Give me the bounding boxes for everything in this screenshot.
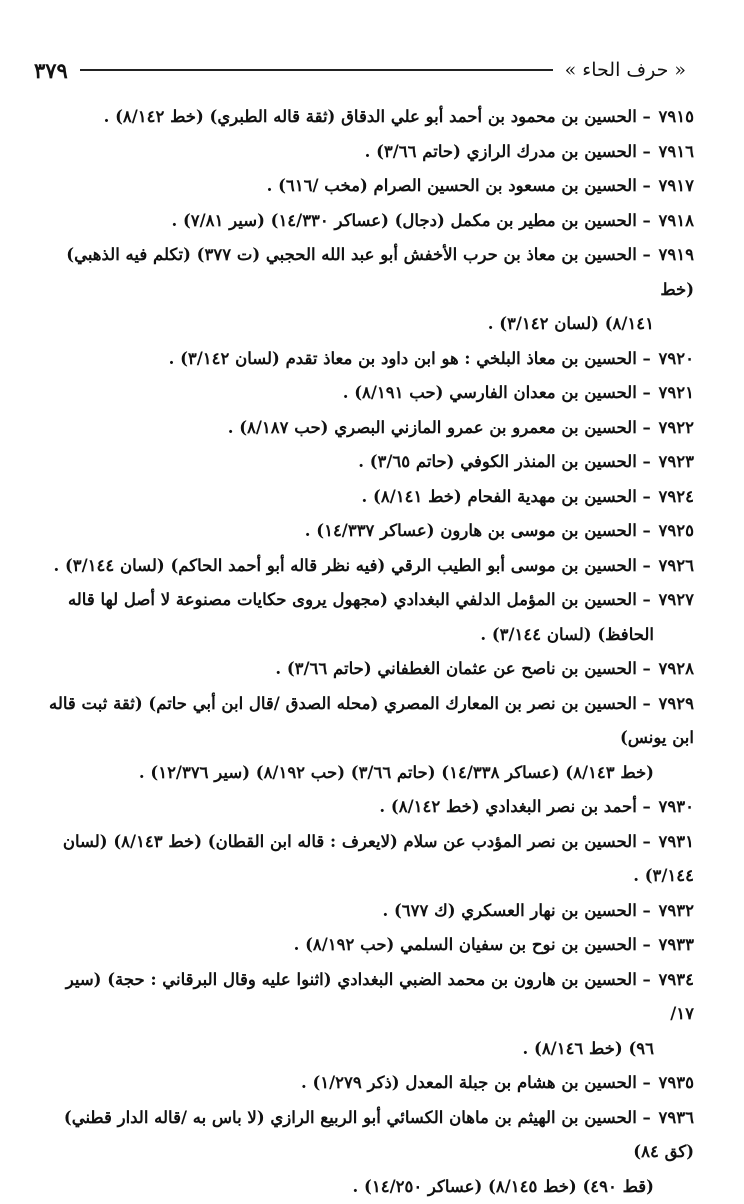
entry-number: ٧٩٢٤ bbox=[659, 487, 694, 506]
entry-text: الحسين بن هشام بن جبلة المعدل (ذكر ١/٢٧٩) . bbox=[301, 1073, 637, 1092]
entry-continuation: الحافظ) (لسان ٣/١٤٤) . bbox=[42, 618, 694, 653]
entry: ٧٩٢١ – الحسين بن معدان الفارسي (حب ٨/١٩١) . bbox=[42, 376, 694, 411]
entry-text: الحسين بن معاذ البلخي : هو ابن داود بن معاذ تقدم (لسان ٣/١٤٢) . bbox=[169, 349, 637, 368]
entry: ٧٩٢٥ – الحسين بن موسى بن هارون (عساكر ١٤/٣٣٧) . bbox=[42, 514, 694, 549]
entry: ٧٩٢٨ – الحسين بن ناصح عن عثمان الغطفاني (حاتم ٣/٦٦) . bbox=[42, 652, 694, 687]
entry-text: الحسين بن معاذ بن حرب الأخفش أبو عبد الله الحجبي (ت ٣٧٧) (تكلم فيه الذهبي) (خط bbox=[66, 245, 694, 299]
entry: ٧٩٣٤ – الحسين بن هارون بن محمد الضبي البغدادي (اثنوا عليه وقال البرقاني : حجة) (سير ١٧/ ٩٦) (خط ٨/١٤٦) . bbox=[42, 963, 694, 1067]
entry-text: الحسين بن محمود بن أحمد أبو علي الدقاق (ثقة قاله الطبري) (خط ٨/١٤٢) . bbox=[104, 107, 637, 126]
entry: ٧٩١٧ – الحسين بن مسعود بن الحسين الصرام (مخب /٦١٦) . bbox=[42, 169, 694, 204]
entry-number: ٧٩٣٥ bbox=[659, 1073, 694, 1092]
entry: ٧٩٢٤ – الحسين بن مهدية الفحام (خط ٨/١٤١) . bbox=[42, 480, 694, 515]
entry-number: ٧٩١٥ bbox=[659, 107, 694, 126]
page-number: ٣٧٩ bbox=[34, 58, 68, 83]
entry-text: الحسين بن مهدية الفحام (خط ٨/١٤١) . bbox=[362, 487, 637, 506]
entry-number: ٧٩٣٠ bbox=[659, 797, 694, 816]
entry: ٧٩٢٢ – الحسين بن معمرو بن عمرو المازني البصري (حب ٨/١٨٧) . bbox=[42, 411, 694, 446]
entry-number: ٧٩٢٦ bbox=[659, 556, 694, 575]
entry-number: ٧٩٣٢ bbox=[659, 901, 694, 920]
chapter-title: « حرف الحاء » bbox=[565, 59, 686, 81]
entry-text: الحسين بن المنذر الكوفي (حاتم ٣/٦٥) . bbox=[358, 452, 637, 471]
entry-text: الحسين بن نوح بن سفيان السلمي (حب ٨/١٩٢) . bbox=[294, 935, 637, 954]
entry-text: الحسين بن ناصح عن عثمان الغطفاني (حاتم ٣/٦٦) . bbox=[275, 659, 636, 678]
entry-number: ٧٩٢٠ bbox=[659, 349, 694, 368]
entry-continuation: ٩٦) (خط ٨/١٤٦) . bbox=[42, 1032, 694, 1067]
entry: ٧٩٣٣ – الحسين بن نوح بن سفيان السلمي (حب ٨/١٩٢) . bbox=[42, 928, 694, 963]
entry-text: الحسين بن هارون بن محمد الضبي البغدادي (اثنوا عليه وقال البرقاني : حجة) (سير ١٧/ bbox=[66, 970, 694, 1024]
entry: ٧٩٣٠ – أحمد بن نصر البغدادي (خط ٨/١٤٢) . bbox=[42, 790, 694, 825]
entry-continuation: (خط ٨/١٤٣) (عساكر ١٤/٣٣٨) (حاتم ٣/٦٦) (حب ٨/١٩٢) (سير ١٢/٣٧٦) . bbox=[42, 756, 694, 791]
entry-number: ٧٩٢٢ bbox=[659, 418, 694, 437]
entry-number: ٧٩٣٣ bbox=[659, 935, 694, 954]
entry-list bbox=[42, 100, 694, 1204]
entry-number: ٧٩١٩ bbox=[659, 245, 694, 264]
entry-text: الحسين بن نهار العسكري (ك ٦٧٧) . bbox=[382, 901, 636, 920]
entry-number: ٧٩٢٣ bbox=[659, 452, 694, 471]
header-rule bbox=[80, 69, 553, 71]
entry-continuation: (قط ٤٩٠) (خط ٨/١٤٥) (عساكر ١٤/٢٥٠) . bbox=[42, 1170, 694, 1204]
entry-text: الحسين بن نصر المؤدب عن سلام (لايعرف : قاله ابن القطان) (خط ٨/١٤٣) (لسان ٣/١٤٤) . bbox=[63, 832, 694, 886]
entry: ٧٩١٥ – الحسين بن محمود بن أحمد أبو علي الدقاق (ثقة قاله الطبري) (خط ٨/١٤٢) . bbox=[42, 100, 694, 135]
entry-text: الحسين بن الهيثم بن ماهان الكسائي أبو الربيع الرازي (لا باس به /قاله الدار قطني) (كق ٨٤) bbox=[64, 1108, 694, 1162]
entry: ٧٩٣٥ – الحسين بن هشام بن جبلة المعدل (ذكر ١/٢٧٩) . bbox=[42, 1066, 694, 1101]
entry-number: ٧٩٢١ bbox=[659, 383, 694, 402]
entry: ٧٩٣٢ – الحسين بن نهار العسكري (ك ٦٧٧) . bbox=[42, 894, 694, 929]
entry-text: الحسين بن مدرك الرازي (حاتم ٣/٦٦) . bbox=[365, 142, 637, 161]
entry-number: ٧٩١٦ bbox=[659, 142, 694, 161]
entry-text: الحسين بن المؤمل الدلفي البغدادي (مجهول يروى حكايات مصنوعة لا أصل لها قاله bbox=[68, 590, 637, 609]
entry-text: أحمد بن نصر البغدادي (خط ٨/١٤٢) . bbox=[379, 797, 636, 816]
entry-number: ٧٩٢٨ bbox=[659, 659, 694, 678]
entry-number: ٧٩٣١ bbox=[659, 832, 694, 851]
entry: ٧٩١٨ – الحسين بن مطير بن مكمل (دجال) (عساكر ١٤/٣٣٠) (سير ٧/٨١) . bbox=[42, 204, 694, 239]
entry: ٧٩٢٠ – الحسين بن معاذ البلخي : هو ابن داود بن معاذ تقدم (لسان ٣/١٤٢) . bbox=[42, 342, 694, 377]
entry: ٧٩٢٦ – الحسين بن موسى أبو الطيب الرقي (فيه نظر قاله أبو أحمد الحاكم) (لسان ٣/١٤٤) . bbox=[42, 549, 694, 584]
entry: ٧٩٢٣ – الحسين بن المنذر الكوفي (حاتم ٣/٦٥) . bbox=[42, 445, 694, 480]
entry-number: ٧٩٢٩ bbox=[659, 694, 694, 713]
entry-text: الحسين بن موسى أبو الطيب الرقي (فيه نظر قاله أبو أحمد الحاكم) (لسان ٣/١٤٤) . bbox=[53, 556, 636, 575]
entry: ٧٩١٦ – الحسين بن مدرك الرازي (حاتم ٣/٦٦) . bbox=[42, 135, 694, 170]
entry-number: ٧٩٣٤ bbox=[659, 970, 694, 989]
entry-text: الحسين بن مطير بن مكمل (دجال) (عساكر ١٤/٣٣٠) (سير ٧/٨١) . bbox=[172, 211, 637, 230]
entry-text: الحسين بن مسعود بن الحسين الصرام (مخب /٦١٦) . bbox=[267, 176, 637, 195]
entry-text: الحسين بن نصر بن المعارك المصري (محله الصدق /قال ابن أبي حاتم) (ثقة ثبت قاله ابن يونس) bbox=[49, 694, 694, 748]
entry-number: ٧٩١٨ bbox=[659, 211, 694, 230]
entry: ٧٩٣١ – الحسين بن نصر المؤدب عن سلام (لايعرف : قاله ابن القطان) (خط ٨/١٤٣) (لسان ٣/١٤٤) . bbox=[42, 825, 694, 894]
entry-text: الحسين بن موسى بن هارون (عساكر ١٤/٣٣٧) . bbox=[305, 521, 637, 540]
entry-text: الحسين بن معدان الفارسي (حب ٨/١٩١) . bbox=[343, 383, 637, 402]
entry: ٧٩١٩ – الحسين بن معاذ بن حرب الأخفش أبو عبد الله الحجبي (ت ٣٧٧) (تكلم فيه الذهبي) (خط ٨/١٤١) (لسان ٣/١٤٢) . bbox=[42, 238, 694, 342]
entry: ٧٩٢٧ – الحسين بن المؤمل الدلفي البغدادي (مجهول يروى حكايات مصنوعة لا أصل لها قاله الحافظ) (لسان ٣/١٤٤) . bbox=[42, 583, 694, 652]
running-header bbox=[34, 52, 686, 88]
entry-number: ٧٩١٧ bbox=[659, 176, 694, 195]
entry-number: ٧٩٢٥ bbox=[659, 521, 694, 540]
entry-number: ٧٩٢٧ bbox=[659, 590, 694, 609]
entry: ٧٩٢٩ – الحسين بن نصر بن المعارك المصري (محله الصدق /قال ابن أبي حاتم) (ثقة ثبت قاله ابن يونس) (خط ٨/١٤٣) (عساكر ١٤/٣٣٨) (حاتم ٣/٦٦) (حب ٨/١٩٢) (سير ١٢/٣٧٦) . bbox=[42, 687, 694, 791]
entry-continuation: ٨/١٤١) (لسان ٣/١٤٢) . bbox=[42, 307, 694, 342]
entry-text: الحسين بن معمرو بن عمرو المازني البصري (حب ٨/١٨٧) . bbox=[228, 418, 637, 437]
entry: ٧٩٣٦ – الحسين بن الهيثم بن ماهان الكسائي أبو الربيع الرازي (لا باس به /قاله الدار قطني) (كق ٨٤) (قط ٤٩٠) (خط ٨/١٤٥) (عساكر ١٤/٢٥٠) . bbox=[42, 1101, 694, 1204]
entry-number: ٧٩٣٦ bbox=[659, 1108, 694, 1127]
